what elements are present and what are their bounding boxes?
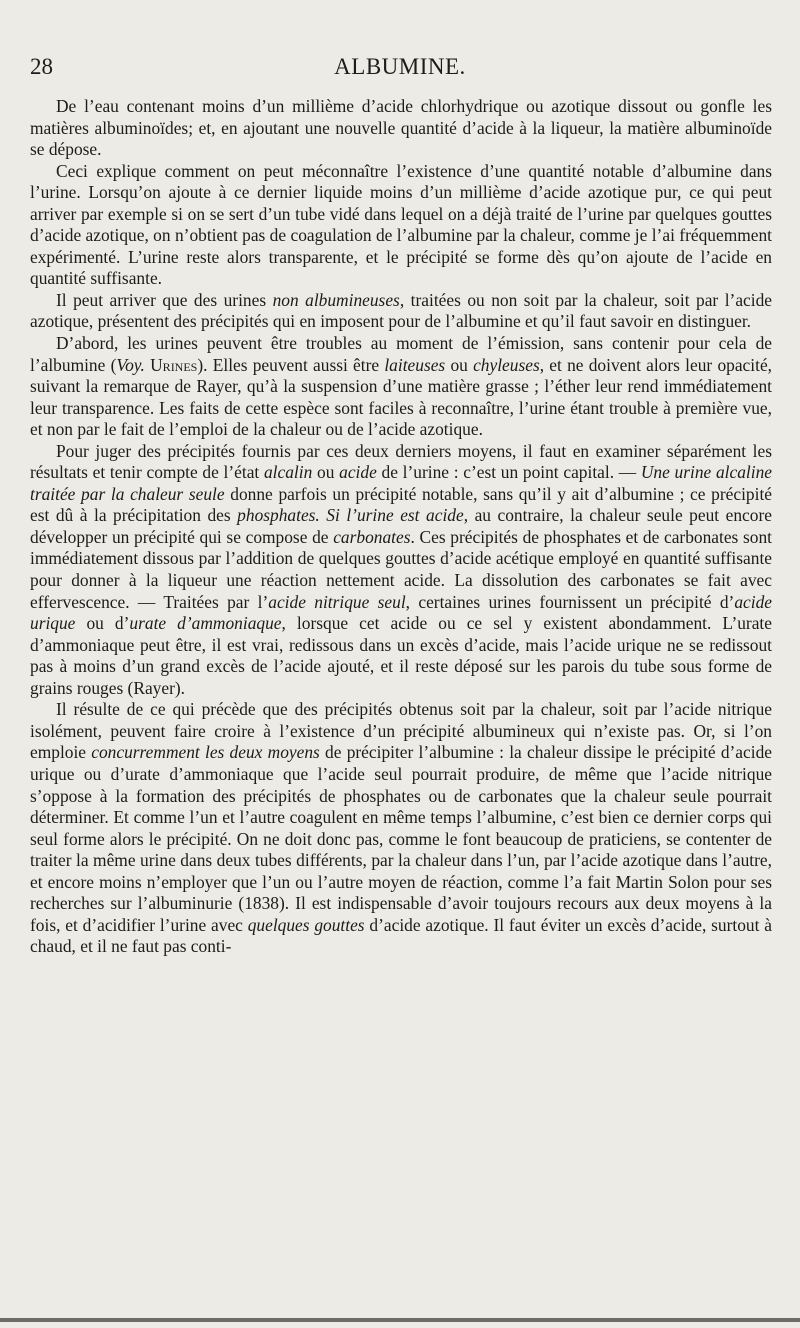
- text-run: , au contraire, la chaleur seule peut encore développer un précipité qui se compose de: [30, 505, 772, 547]
- text-run: D’abord, les urines peuvent être troubles au moment de l’émission, sans contenir pour cela de l’albumine (: [30, 333, 772, 375]
- page-number: 28: [30, 54, 53, 79]
- paragraph: [30, 161, 772, 290]
- text-run: , lorsque cet acide ou ce sel y existent abondamment. L’urate d’ammoniaque peut être, il est vrai, redissous dans un excès d’acide, mais l’acide urique ne se redissout pas à moins d’un grand excès de l’acide ajouté, et il reste déposé sur les parois du tube sous forme de grains rouges (Rayer).: [30, 613, 772, 698]
- text-run: ou: [312, 462, 340, 483]
- paragraph: [30, 290, 772, 333]
- text-run: ou: [445, 354, 474, 375]
- body-text: [30, 96, 772, 958]
- text-run: , certaines urines fournissent un précipité d’: [405, 591, 735, 612]
- small-caps-text: Urines: [150, 354, 198, 375]
- italic-text: carbonates: [333, 526, 411, 547]
- italic-text: Une urine alcaline traitée par la chaleur seule: [30, 462, 772, 504]
- italic-text: non albumineuses: [272, 289, 400, 310]
- text-run: ). Elles peuvent aussi être: [197, 354, 385, 375]
- text-run: , et ne doivent alors leur opacité, suivant la remarque de Rayer, qu’à la suspension d’une matière grasse ; l’éther leur rend immédiatement leur transparence. Les faits de cette espèce sont faciles à reconnaître, l’urine étant trouble à première vue, et non par le fait de l’emploi de la chaleur ou de l’acide azotique.: [30, 354, 773, 440]
- paragraph: [30, 441, 772, 700]
- italic-text: alcalin: [263, 462, 313, 483]
- italic-text: urate d’ammoniaque: [129, 613, 282, 634]
- text-run: donne parfois un précipité notable, sans qu’il y ait d’albumine ; ce précipité est dû à la précipitation des: [30, 483, 773, 526]
- italic-text: acide nitrique seul: [268, 591, 406, 612]
- paragraph: [30, 96, 772, 161]
- text-run: de précipiter l’albumine : la chaleur dissipe le précipité d’acide urique ou d’urate d’ammoniaque que l’acide seul pourrait produire, de même que l’acide nitrique s’oppose à la formation des précipités de phosphates ou de carbonates que la chaleur seule pourrait déterminer. Et comme l’un et l’autre coagulent en même temps l’albumine, c’est bien ce dernier corps qui seul forme alors le précipité. On ne doit donc pas, comme le font beaucoup de praticiens, se contenter de traiter la même urine dans deux tubes différents, par la chaleur dans l’un, par l’acide azotique dans l’autre, et encore moins n’employer que l’un ou l’autre moyen de réaction, comme l’a fait Martin Solon pour ses recherches sur l’albuminurie (1838). Il est indispensable d’avoir toujours recours aux deux moyens à la fois, et d’acidifier l’urine avec: [30, 742, 772, 935]
- text-run: , traitées ou non soit par la chaleur, soit par l’acide azotique, présentent des précipités qui en imposent pour de l’albumine et qu’il faut savoir en distinguer.: [30, 289, 773, 332]
- text-run: Il peut arriver que des urines: [56, 289, 273, 310]
- text-run: de l’urine : c’est un point capital. —: [376, 462, 641, 483]
- italic-text: acide urique: [30, 591, 772, 634]
- page-bottom-edge: [0, 1318, 800, 1322]
- italic-text: chyleuses: [473, 354, 540, 375]
- text-run: d’acide azotique. Il faut éviter un excès d’acide, surtout à chaud, et il ne faut pas conti-: [30, 914, 772, 957]
- text-run: Il résulte de ce qui précède que des précipités obtenus soit par la chaleur, soit par l’acide nitrique isolément, peuvent faire croire à l’existence d’un précipité albumineux qui n’existe pas. Or, si l’on emploie: [30, 699, 772, 763]
- paragraph: [30, 333, 772, 441]
- running-head: ALBUMINE.: [334, 54, 466, 79]
- italic-text: phosphates. Si l’urine est acide: [237, 505, 464, 526]
- italic-text: Voy.: [116, 354, 145, 375]
- text-run: . Ces précipités de phosphates et de carbonates sont immédiatement dissous par l’addition de quelques gouttes d’acide acétique employé en quantité suffisante pour donner à la liqueur une réaction nettement acide. La dissolution des carbonates se fait avec effervescence. — Traitées par l’: [30, 526, 772, 612]
- text-run: Pour juger des précipités fournis par ces deux derniers moyens, il faut en examiner séparément les résultats et tenir compte de l’état: [30, 440, 772, 483]
- italic-text: laiteuses: [384, 354, 446, 375]
- paragraph: [30, 699, 772, 958]
- page-header: [0, 54, 800, 84]
- italic-text: concurremment les deux moyens: [91, 742, 320, 763]
- italic-text: acide: [339, 462, 377, 483]
- text-run: ou d’: [75, 613, 130, 634]
- text-run: De l’eau contenant moins d’un millième d’acide chlorhydrique ou azotique dissout ou gonfle les matières albuminoïdes; et, en ajoutant une nouvelle quantité d’acide à la liqueur, la matière albuminoïde se dépose.: [30, 96, 772, 160]
- text-run: Ceci explique comment on peut méconnaître l’existence d’une quantité notable d’albumine dans l’urine. Lorsqu’on ajoute à ce dernier liquide moins d’un millième d’acide azotique pur, ce qui peut arriver par exemple si on se sert d’un tube vidé dans lequel on a déjà traité de l’urine par quelques gouttes d’acide azotique, on n’obtient pas de coagulation de l’albumine par la chaleur, comme je l’ai fréquemment expérimenté. L’urine reste alors transparente, et le précipité se forme dès qu’on ajoute de l’acide en quantité suffisante.: [30, 160, 772, 289]
- italic-text: quelques gouttes: [247, 914, 365, 935]
